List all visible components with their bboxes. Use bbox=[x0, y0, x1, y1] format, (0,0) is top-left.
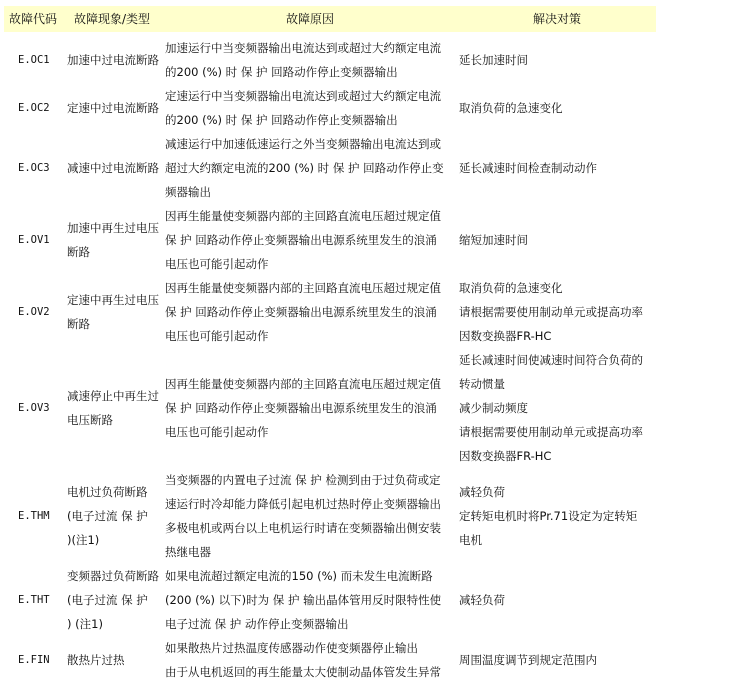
fault-cause-line: 多极电机或两台以上电机运行时请在变频器输出侧安装 bbox=[165, 521, 441, 535]
fault-cause-line: 因再生能量使变频器内部的主回路直流电压超过规定值 bbox=[165, 377, 441, 391]
solution-line: 减轻负荷 bbox=[459, 593, 505, 607]
fault-type-line: 断路 bbox=[67, 317, 90, 331]
header-fault-type: 故障现象/类型 bbox=[73, 12, 151, 26]
fault-code-cell: E.OC3 bbox=[18, 162, 50, 174]
solution-line: 转动惯量 bbox=[459, 377, 505, 391]
fault-cause-line: 由于从电机返回的再生能量太大使制动晶体管发生异常 bbox=[165, 665, 441, 679]
solution-line: 延长加速时间 bbox=[459, 53, 528, 67]
fault-cause-line: 加速运行中当变频器输出电流达到或超过大约额定电流 bbox=[165, 41, 441, 55]
fault-cause-line: 频器输出 bbox=[165, 185, 211, 199]
solution-line: 延长减速时间检查制动动作 bbox=[459, 161, 597, 175]
fault-cause-line: 因再生能量使变频器内部的主回路直流电压超过规定值 bbox=[165, 281, 441, 295]
fault-cause-line: 保 护 回路动作停止变频器输出电源系统里发生的浪涌 bbox=[165, 305, 437, 319]
fault-type-line: (电子过流 保 护 bbox=[67, 593, 148, 607]
fault-cause-line: 电子过流 保 护 动作停止变频器输出 bbox=[165, 617, 349, 631]
solution-line: 减少制动频度 bbox=[459, 401, 528, 415]
fault-cause-line: 保 护 回路动作停止变频器输出电源系统里发生的浪涌 bbox=[165, 401, 437, 415]
fault-code-cell: E.FIN bbox=[18, 654, 50, 666]
solution-line: 定转矩电机时将Pr.71设定为定转矩 bbox=[459, 509, 638, 523]
fault-code-cell: E.OV3 bbox=[18, 402, 50, 414]
solution-line: 取消负荷的急速变化 bbox=[459, 281, 563, 295]
fault-type-line: 加速中过电流断路 bbox=[67, 53, 159, 67]
fault-code-cell: E.OV1 bbox=[18, 234, 50, 246]
fault-cause-line: 定速运行中当变频器输出电流达到或超过大约额定电流 bbox=[165, 89, 441, 103]
header-fault-cause: 故障原因 bbox=[285, 12, 334, 26]
solution-line: 缩短加速时间 bbox=[459, 233, 528, 247]
solution-line: 因数变换器FR-HC bbox=[459, 449, 552, 463]
fault-cause-line: (200 (%) 以下)时为 保 护 输出晶体管用反时限特性使 bbox=[165, 593, 442, 607]
fault-type-line: (电子过流 保 护 bbox=[67, 509, 148, 523]
fault-type-line: 定速中再生过电压 bbox=[67, 293, 159, 307]
fault-type-line: )(注1) bbox=[67, 533, 100, 547]
fault-type-line: 散热片过热 bbox=[67, 653, 125, 667]
solution-line: 取消负荷的急速变化 bbox=[459, 101, 563, 115]
fault-cause-line: 减速运行中加速低速运行之外当变频器输出电流达到或 bbox=[165, 137, 441, 151]
solution-line: 因数变换器FR-HC bbox=[459, 329, 552, 343]
fault-cause-line: 速运行时冷却能力降低引起电机过热时停止变频器输出 bbox=[165, 497, 441, 511]
fault-cause-line: 如果电流超过额定电流的150 (%) 而未发生电流断路 bbox=[165, 569, 433, 583]
solution-line: 电机 bbox=[459, 533, 482, 547]
solution-line: 请根据需要使用制动单元或提高功率 bbox=[459, 425, 643, 439]
fault-code-cell: E.OC2 bbox=[18, 102, 50, 114]
fault-cause-line: 超过大约额定电流的200 (%) 时 保 护 回路动作停止变 bbox=[165, 161, 444, 175]
fault-cause-line: 如果散热片过热温度传感器动作使变频器停止输出 bbox=[165, 641, 418, 655]
fault-cause-line: 的200 (%) 时 保 护 回路动作停止变频器输出 bbox=[165, 113, 398, 127]
table-header bbox=[4, 6, 656, 32]
fault-cause-line: 保 护 回路动作停止变频器输出电源系统里发生的浪涌 bbox=[165, 233, 437, 247]
fault-type-line: 减速停止中再生过 bbox=[67, 389, 159, 403]
solution-line: 请根据需要使用制动单元或提高功率 bbox=[459, 305, 643, 319]
fault-type-line: 电机过负荷断路 bbox=[67, 485, 148, 499]
fault-cause-line: 电压也可能引起动作 bbox=[165, 257, 269, 271]
fault-cause-line: 电压也可能引起动作 bbox=[165, 329, 269, 343]
header-fault-code: 故障代码 bbox=[8, 12, 57, 26]
fault-code-cell: E.OC1 bbox=[18, 54, 50, 66]
fault-type-line: ) (注1) bbox=[67, 617, 103, 631]
solution-line: 周围温度调节到规定范围内 bbox=[459, 653, 597, 667]
fault-cause-line: 当变频器的内置电子过流 保 护 检测到由于过负荷或定 bbox=[165, 473, 441, 487]
fault-type-line: 定速中过电流断路 bbox=[67, 101, 159, 115]
fault-code-cell: E.OV2 bbox=[18, 306, 50, 318]
fault-type-line: 变频器过负荷断路 bbox=[67, 569, 159, 583]
solution-line: 延长减速时间使减速时间符合负荷的 bbox=[459, 353, 643, 367]
solution-line: 减轻负荷 bbox=[459, 485, 505, 499]
fault-type-line: 断路 bbox=[67, 245, 90, 259]
fault-type-line: 电压断路 bbox=[67, 413, 113, 427]
fault-code-cell: E.THT bbox=[18, 594, 50, 606]
fault-type-line: 加速中再生过电压 bbox=[67, 221, 159, 235]
fault-cause-line: 热继电器 bbox=[165, 545, 211, 559]
fault-cause-line: 因再生能量使变频器内部的主回路直流电压超过规定值 bbox=[165, 209, 441, 223]
fault-cause-line: 电压也可能引起动作 bbox=[165, 425, 269, 439]
fault-type-line: 减速中过电流断路 bbox=[67, 161, 159, 175]
fault-code-cell: E.THM bbox=[18, 510, 50, 522]
header-solution: 解决对策 bbox=[532, 12, 581, 26]
fault-cause-line: 的200 (%) 时 保 护 回路动作停止变频器输出 bbox=[165, 65, 398, 79]
